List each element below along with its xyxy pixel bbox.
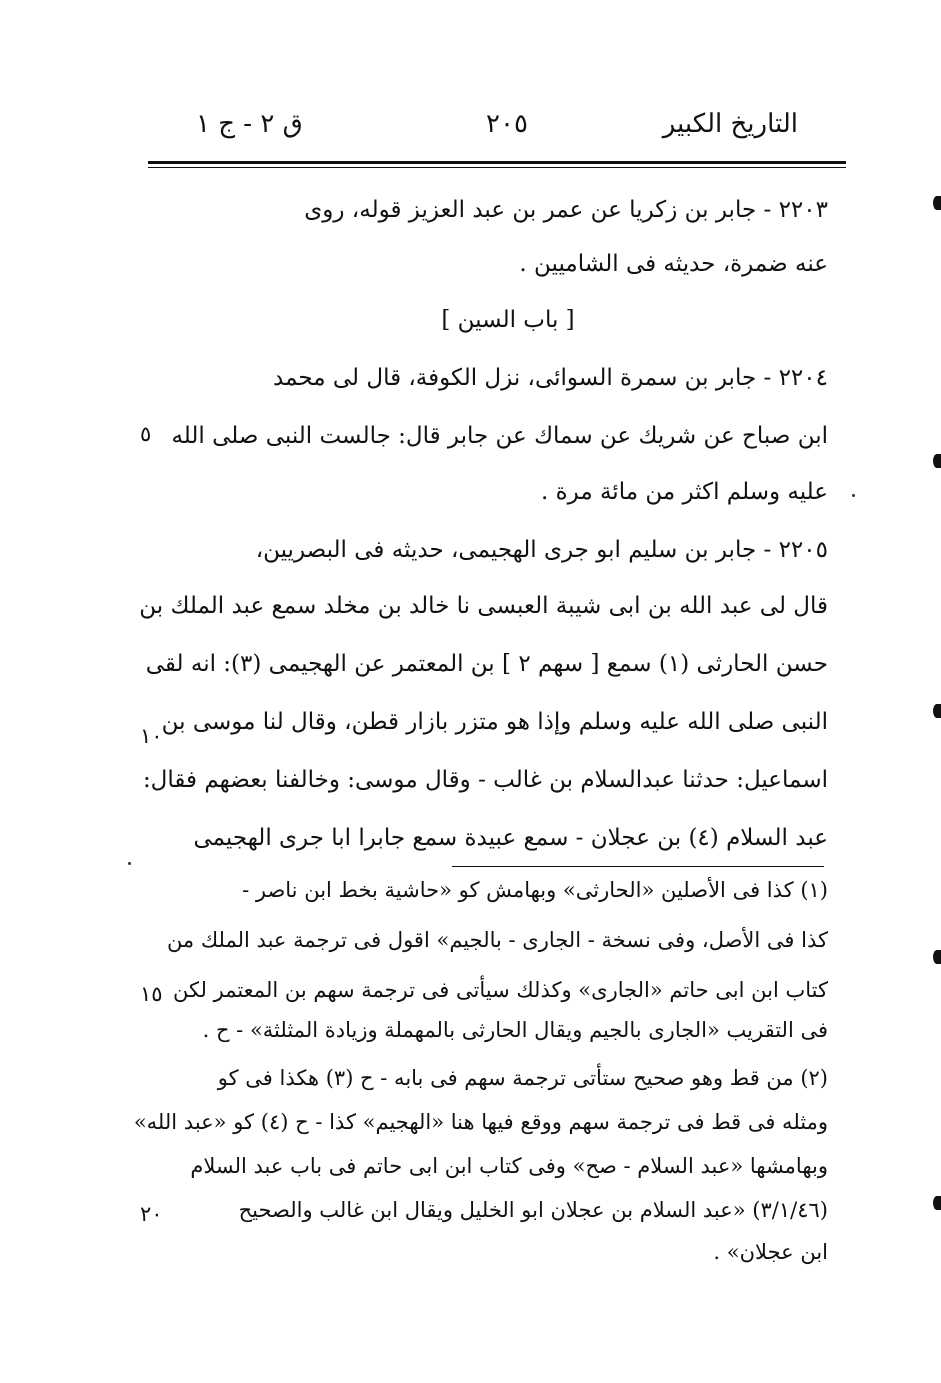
binding-hole-mark	[933, 950, 941, 964]
footnote-line: كتاب ابن ابى حاتم «الجارى» وكذلك سيأتى فى ترجمة سهم بن المعتمر لكن	[172, 978, 828, 1002]
page-number: ٢٠٥	[486, 109, 528, 139]
header-rule-thick	[148, 161, 846, 164]
text-line: قال لى عبد الله بن ابى شيبة العبسى نا خالد بن مخلد سمع عبد الملك بن	[139, 593, 828, 619]
footnote-line: فى التقريب «الجارى بالجيم ويقال الحارثى بالمهملة وزيادة المثلثة» - ح .	[202, 1018, 828, 1042]
footnote-line: ومثله فى قط فى ترجمة سهم ووقع فيها هنا «الهجيم» كذا - ح (٤) كو «عبد الله»	[133, 1110, 828, 1134]
text-line: عبد السلام (٤) بن عجلان - سمع عبيدة سمع جابرا ابا جرى الهجيمى	[193, 825, 828, 851]
text-line: حسن الحارثى (١) سمع [ سهم ٢ ] بن المعتمر عن الهجيمى (٣): انه لقى	[145, 651, 828, 677]
footnote-rule	[452, 866, 824, 867]
binding-hole-mark	[933, 454, 941, 468]
footnote-line: (٣/١/٤٦) «عبد السلام بن عجلان ابو الخليل ويقال ابن غالب والصحيح	[238, 1198, 828, 1222]
line-number-20: ٢٠	[140, 1202, 163, 1226]
footnote-line: كذا فى الأصل، وفى نسخة - الجارى - بالجيم» اقول فى ترجمة عبد الملك من	[166, 928, 828, 952]
scan-speck	[852, 494, 855, 497]
text-line: ٢٢٠٣ - جابر بن زكريا عن عمر بن عبد العزيز قوله، روى	[304, 197, 828, 223]
text-line: ٢٢٠٤ - جابر بن سمرة السوائى، نزل الكوفة، قال لى محمد	[273, 365, 828, 391]
line-number-5: ٥	[140, 422, 152, 446]
text-line: اسماعيل: حدثنا عبدالسلام بن غالب - وقال موسى: وخالفنا بعضهم فقال:	[142, 767, 828, 793]
binding-hole-mark	[933, 1196, 941, 1210]
binding-hole-mark	[933, 704, 941, 718]
scan-speck	[128, 862, 131, 865]
text-line: عنه ضمرة، حديثه فى الشاميين .	[519, 251, 828, 277]
signature-mark: ق ٢ - ج ١	[196, 109, 303, 139]
footnote-line: وبهامشها «عبد السلام - صح» وفى كتاب ابن ابى حاتم فى باب عبد السلام	[190, 1154, 828, 1178]
line-number-10: ١٠	[140, 724, 163, 748]
footnote-line: (٢) من قط وهو صحيح ستأتى ترجمة سهم فى بابه - ح (٣) هكذا فى كو	[217, 1066, 828, 1090]
text-line: ٢٢٠٥ - جابر بن سليم ابو جرى الهجيمى، حديثه فى البصريين،	[255, 537, 828, 563]
footnote-line: ابن عجلان» .	[713, 1240, 828, 1264]
text-line: عليه وسلم اكثر من مائة مرة .	[540, 479, 828, 505]
running-title: التاريخ الكبير	[662, 109, 798, 139]
header-rule-thin	[148, 167, 846, 168]
text-line: النبى صلى الله عليه وسلم وإذا هو متزر بازار قطن، وقال لنا موسى بن	[161, 709, 828, 735]
section-heading: [ باب السين ]	[441, 307, 575, 333]
text-line: ابن صباح عن شريك عن سماك عن جابر قال: جالست النبى صلى الله	[171, 423, 828, 449]
line-number-15: ١٥	[140, 982, 163, 1006]
binding-hole-mark	[933, 196, 941, 210]
footnote-line: (١) كذا فى الأصلين «الحارثى» وبهامش كو «حاشية بخط ابن ناصر -	[242, 878, 828, 902]
